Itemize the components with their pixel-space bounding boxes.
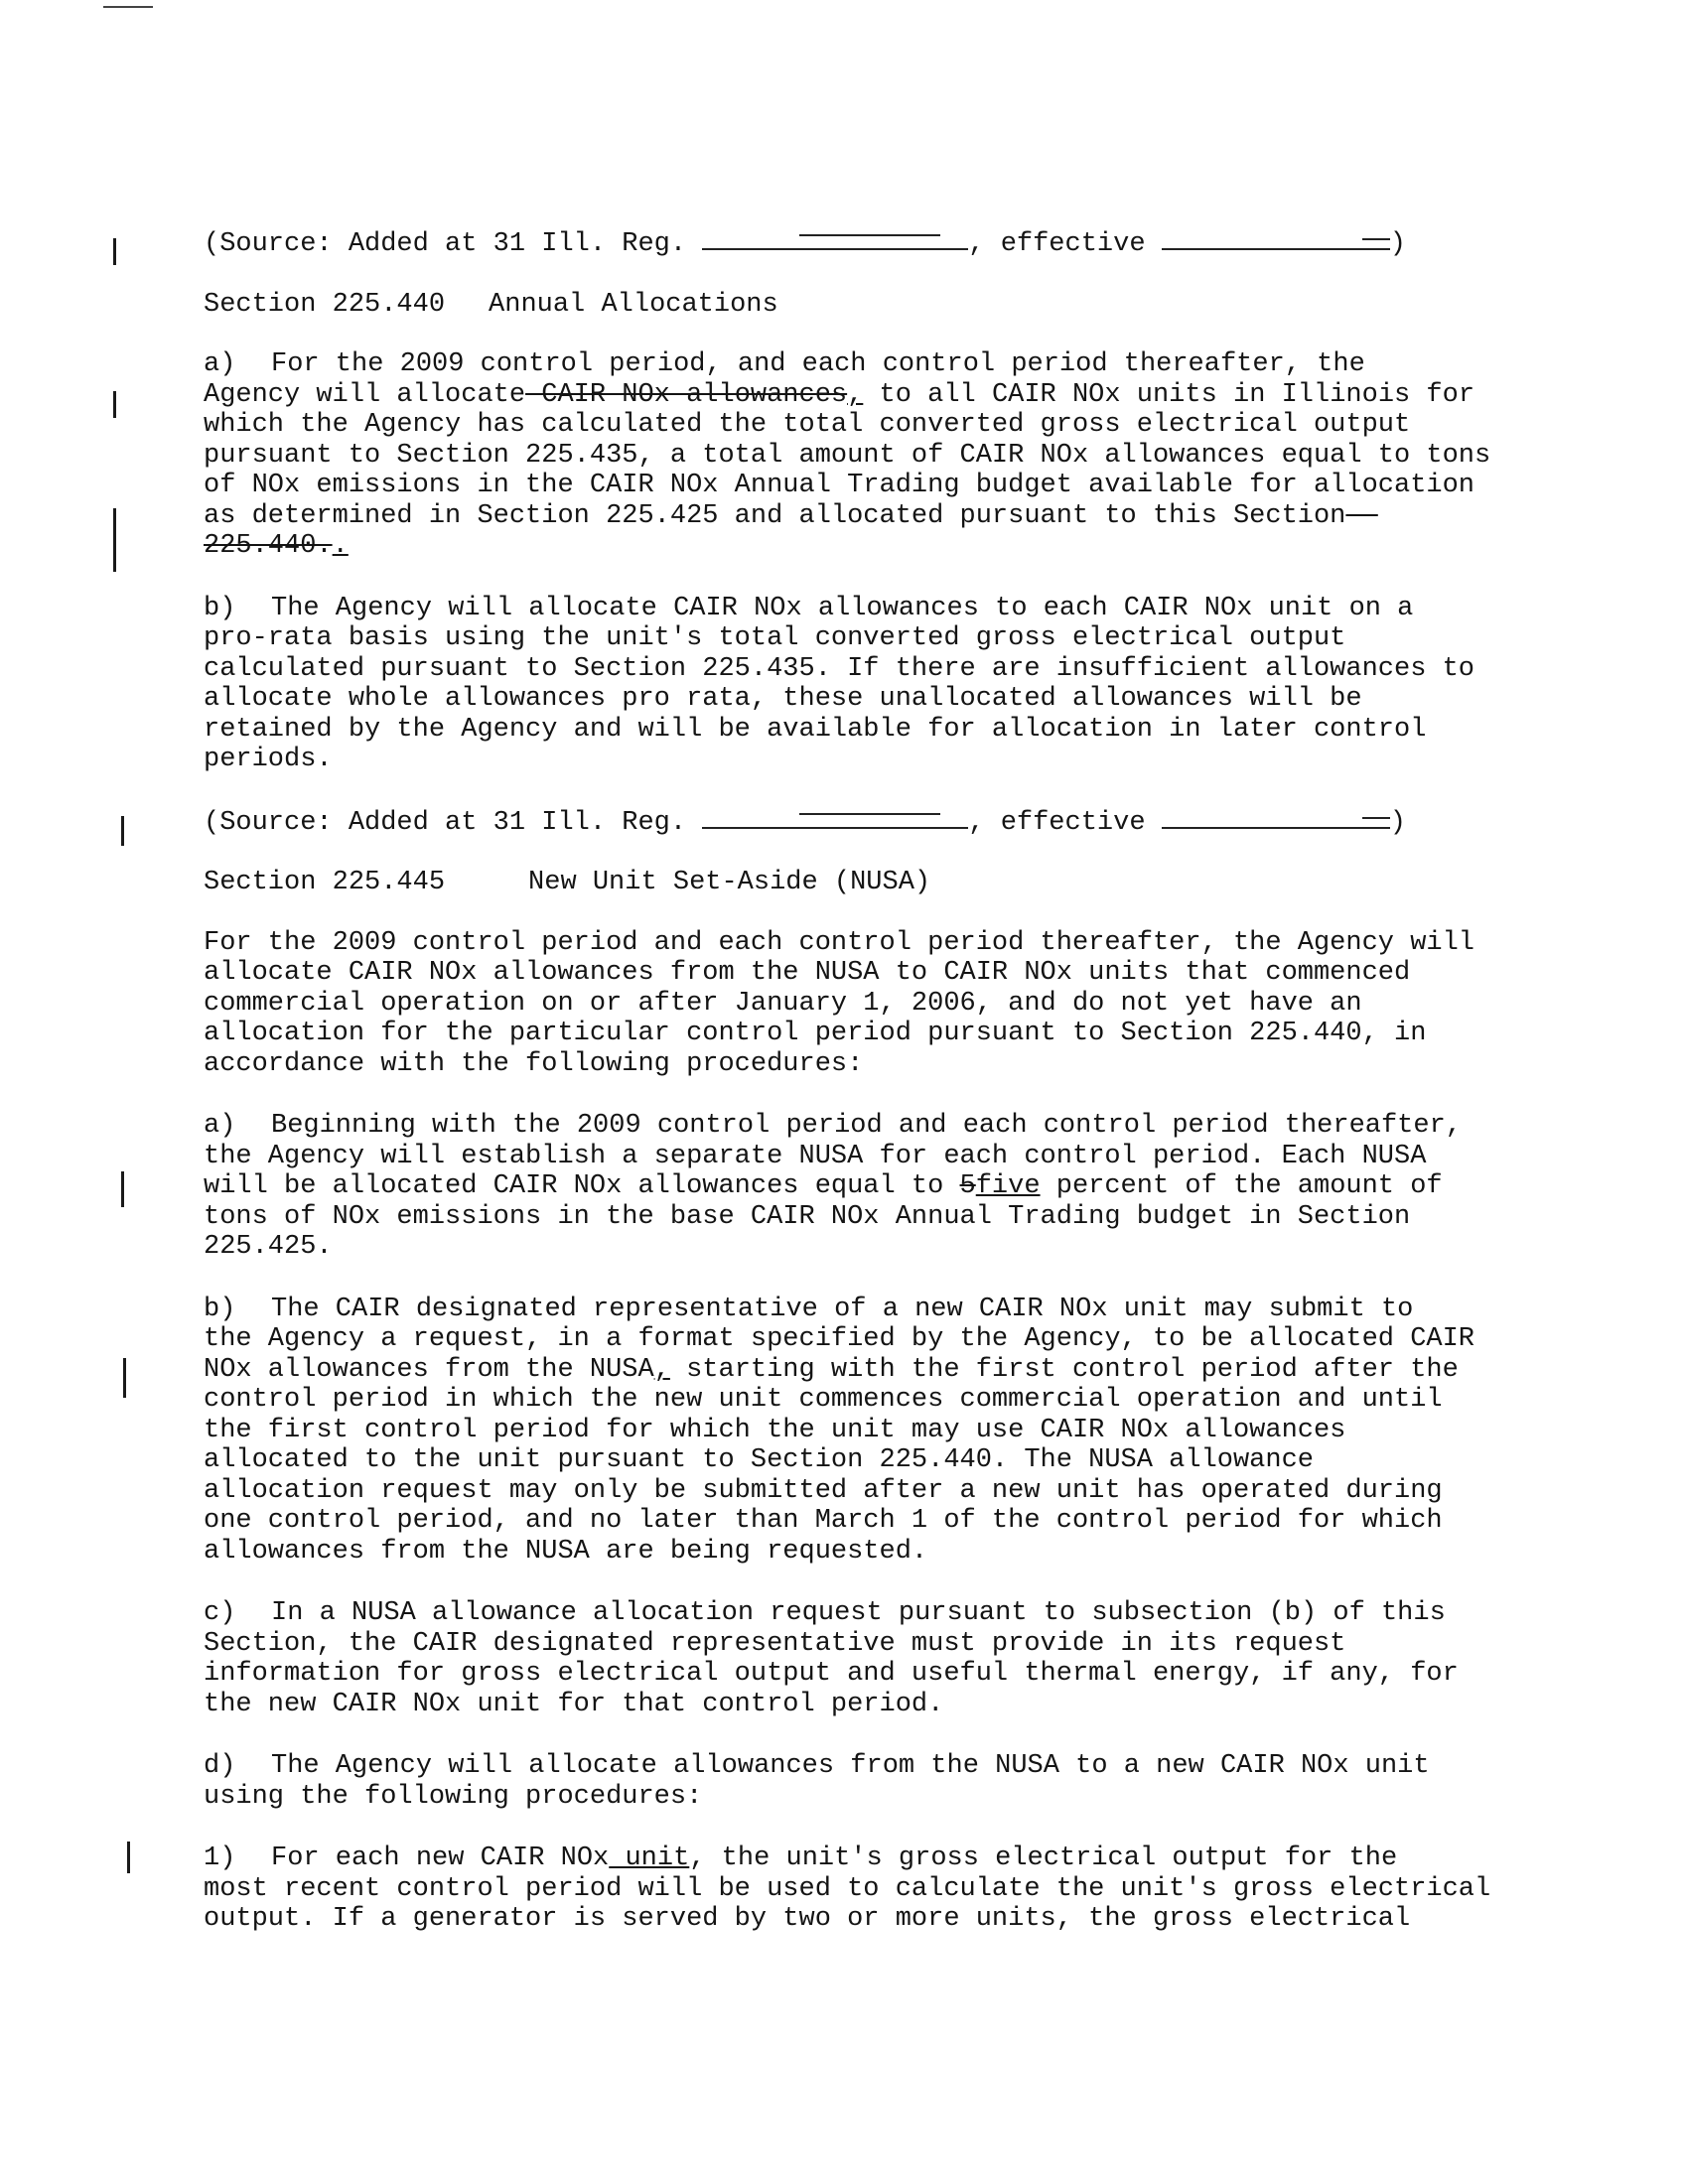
- deleted-text: 5: [959, 1171, 976, 1201]
- inserted-text: unit: [609, 1843, 690, 1873]
- paragraph-a: a) Beginning with the 2009 control period and each control period thereafter, the Agency will establish a separate NUSA for each control period. Each NUSA will be allocated CAIR NOx allowances equal to 5five percent of the amount of tons of NOx emissions in the base CAIR NOx Annual Trading budget in Section 225.425.: [204, 1111, 1462, 1262]
- paragraph-a: a) For the 2009 control period, and each control period thereafter, the Agency will allocate CAIR NOx allowances, to all CAIR NOx units in Illinois for which the Agency has calculated the total converted gross electrical output pursuant to Section 225.435, a total amount of CAIR NOx allowances equal to tons of NOx emissions in the CAIR NOx Annual Trading budget available for allocation as determined in Section 225.425 and allocated pursuant to this Section 225.440..: [204, 349, 1491, 561]
- section-number: Section 225.440: [204, 289, 446, 320]
- section-heading: [204, 290, 1554, 321]
- revision-bar: [113, 391, 116, 418]
- section-title: Annual Allocations: [489, 289, 778, 320]
- register-page-blank: [702, 805, 968, 829]
- subparagraph-1: 1) For each new CAIR NOx unit, the unit's gross electrical output for the most recent control period will be used to calculate the unit's gross electrical output. If a generator is served by two or more units, the gross electrical: [204, 1843, 1491, 1934]
- revision-bar: [121, 816, 124, 846]
- paragraph-c: c) In a NUSA allowance allocation request pursuant to subsection (b) of this Section, the CAIR designated representative must provide in its request information for gross electrical output and useful thermal energy, if any, for the new CAIR NOx unit for that control period.: [204, 1598, 1459, 1719]
- section-intro: For the 2009 control period and each control period thereafter, the Agency will allocate CAIR NOx allowances from the NUSA to CAIR NOx units that commenced commercial operation on or after January 1, 2006, and do not yet have an allocation for the particular control period pursuant to Section 225.440, in accordance with the following procedures:: [204, 927, 1475, 1079]
- top-margin-rule: [103, 6, 153, 8]
- paragraph-b: b) The CAIR designated representative of a new CAIR NOx unit may submit to the Agency a request, in a format specified by the Agency, to be allocated CAIR NOx allowances from the NUSA, starting with the first control period after the control period in which the new unit commences commercial operation and until the first control period for which the unit may use CAIR NOx allowances allocated to the unit pursuant to Section 225.440. The NUSA allowance allocation request may only be submitted after a new unit has operated during one control period, and no later than March 1 of the control period for which allowances from the NUSA are being requested.: [204, 1294, 1475, 1567]
- section-title: New Unit Set-Aside (NUSA): [528, 868, 931, 897]
- inserted-text: ,: [653, 1354, 670, 1385]
- register-page-blank: [702, 226, 968, 250]
- paragraph-d: d) The Agency will allocate allowances from the NUSA to a new CAIR NOx unit using the following procedures:: [204, 1751, 1430, 1812]
- section-heading: [204, 868, 1554, 898]
- document-page: [204, 226, 1554, 1935]
- inserted-text: .: [332, 531, 349, 561]
- revision-bar: [113, 238, 116, 265]
- deleted-text: 225.440.: [204, 531, 333, 561]
- inserted-text: five: [975, 1171, 1041, 1201]
- deleted-text: CAIR NOx allowances: [525, 379, 848, 410]
- source-note: (Source: Added at 31 Ill. Reg. , effective ): [204, 226, 1554, 260]
- effective-date-blank: [1162, 226, 1390, 250]
- revision-bar: [127, 1842, 130, 1873]
- effective-label: , effective: [968, 807, 1146, 838]
- source-prefix: (Source: Added at 31 Ill. Reg.: [204, 229, 687, 259]
- effective-label: , effective: [968, 229, 1146, 259]
- inserted-text: ,: [847, 379, 864, 410]
- revision-bar: [121, 1171, 124, 1207]
- effective-date-blank: [1162, 805, 1390, 829]
- section-number: Section 225.445: [204, 868, 446, 897]
- revision-bar: [113, 508, 116, 572]
- source-note: (Source: Added at 31 Ill. Reg. , effective ): [204, 805, 1554, 839]
- source-prefix: (Source: Added at 31 Ill. Reg.: [204, 807, 687, 838]
- revision-bar: [123, 1358, 126, 1398]
- paragraph-b: b) The Agency will allocate CAIR NOx allowances to each CAIR NOx unit on a pro-rata basis using the unit's total converted gross electrical output calculated pursuant to Section 225.435. If there are insufficient allowances to allocate whole allowances pro rata, these unallocated allowances will be retained by the Agency and will be available for allocation in later control periods.: [204, 593, 1475, 774]
